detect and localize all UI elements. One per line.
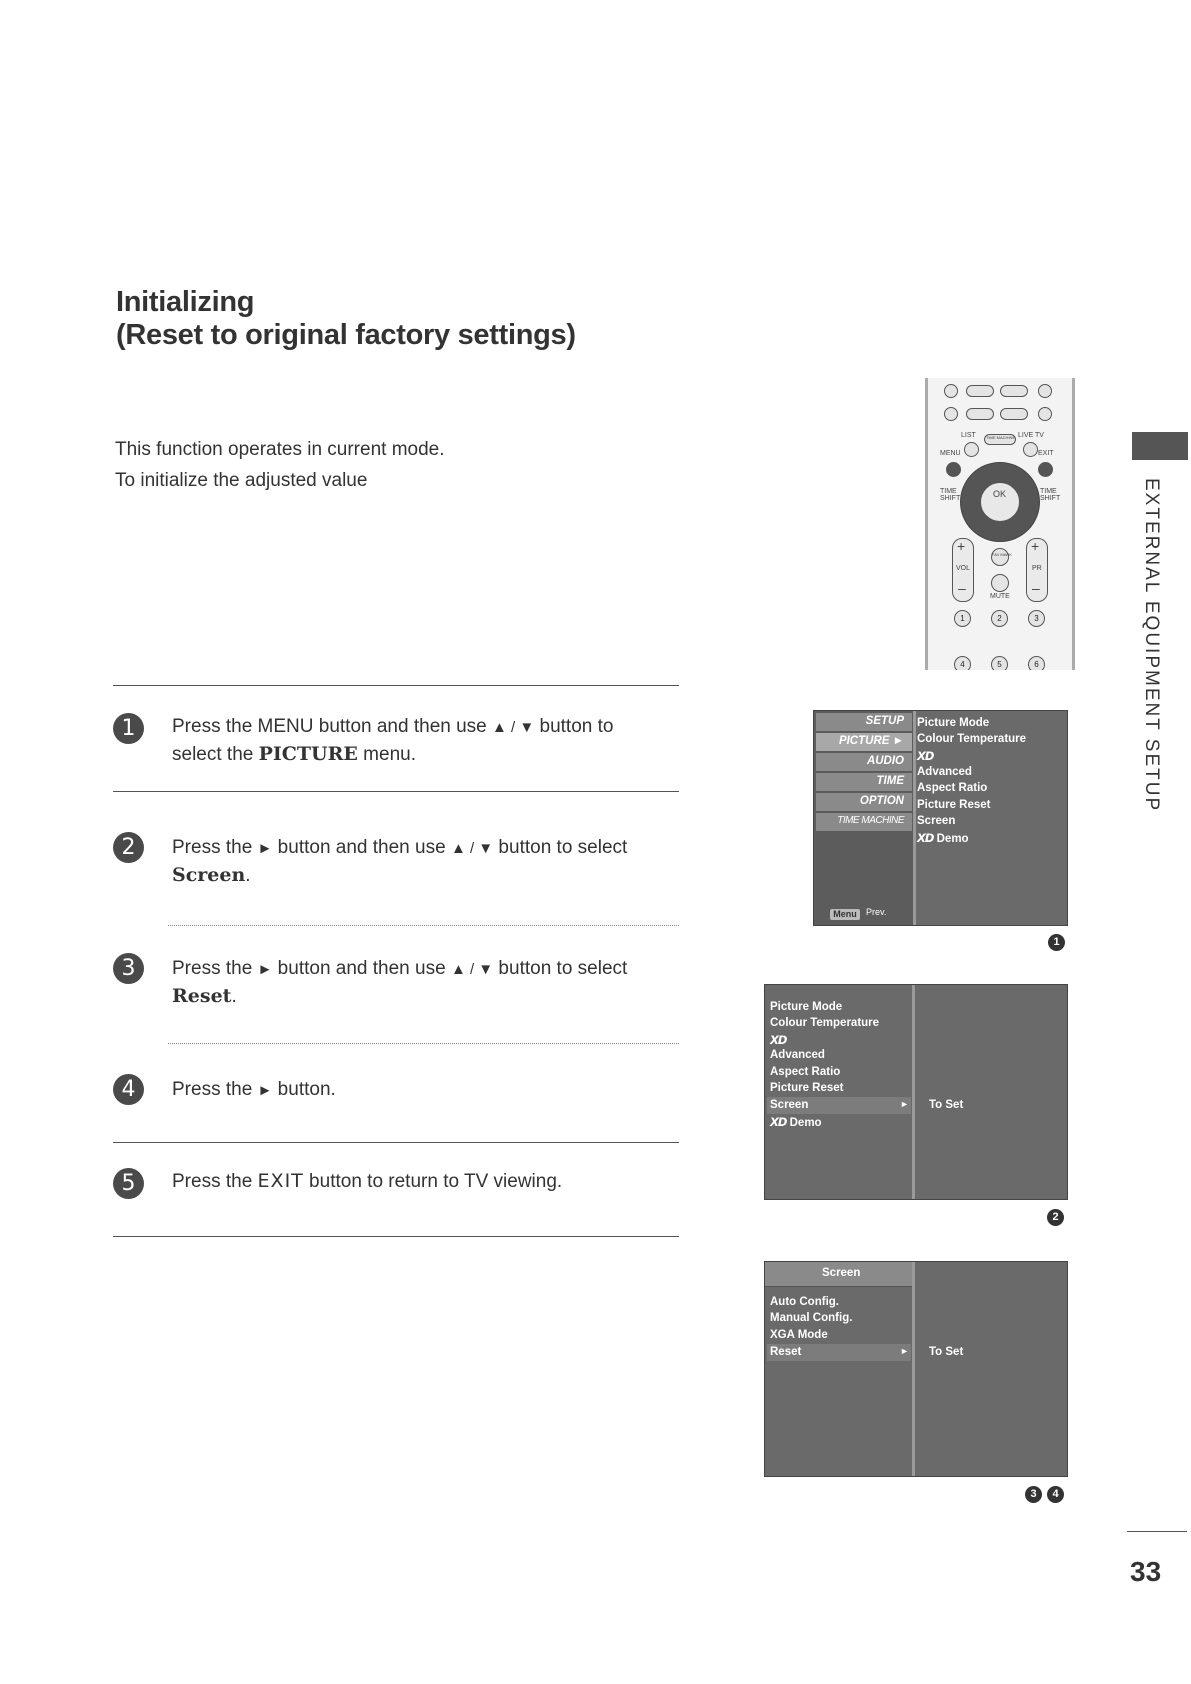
step-3-end: .	[231, 986, 237, 1007]
demo-label: Demo	[936, 833, 969, 845]
to-set-label: To Set	[929, 1346, 964, 1358]
step-1-post: button to	[534, 716, 614, 737]
osd-picture-submenu	[764, 984, 1068, 1200]
exit-button-icon	[1038, 462, 1053, 477]
remote-label-time-machine: TIME MACHINE	[986, 435, 1016, 440]
remote-label-list: LIST	[961, 432, 976, 439]
to-set-label: To Set	[929, 1099, 964, 1111]
volume-minus-label: –	[958, 580, 966, 596]
remote-label-menu: MENU	[940, 450, 961, 457]
step-4-text	[172, 1076, 336, 1104]
page-number: 33	[1130, 1556, 1162, 1587]
osd-screen-submenu	[764, 1261, 1068, 1477]
skip-forward-button-icon	[1038, 407, 1052, 421]
step-4-pre: Press the	[172, 1079, 258, 1100]
remote-label-exit: EXIT	[1038, 450, 1054, 457]
step-2-post: button to select	[493, 837, 628, 858]
title-line-2: (Reset to original factory settings)	[116, 319, 576, 351]
volume-plus-label: +	[957, 538, 966, 554]
osd-menu-item-time-machine[interactable]	[816, 813, 912, 832]
osd-menu-label: PICTURE ►	[838, 735, 904, 747]
step-2-mid: button and then use	[272, 837, 451, 858]
step-4-number: 4	[113, 1074, 144, 1105]
menu-button-icon	[946, 462, 961, 477]
step-5-pre: Press the	[172, 1171, 258, 1192]
dotted-divider	[168, 925, 679, 926]
title-line-1: Initializing	[116, 286, 255, 318]
live-tv-button-icon	[1023, 442, 1038, 457]
osd-item-manual-config[interactable]: Manual Config.	[770, 1312, 853, 1324]
intro-line-1: This function operates in current mode.	[115, 439, 445, 460]
osd-separator	[912, 1262, 915, 1476]
osd-item-screen[interactable]: Screen	[917, 815, 956, 827]
step-5-text	[172, 1168, 562, 1195]
osd-item-auto-config[interactable]: Auto Config.	[770, 1296, 839, 1308]
osd-menu-label: TIME	[876, 775, 904, 787]
step-4-post: button.	[272, 1079, 336, 1100]
osd-item-picture-mode[interactable]: Picture Mode	[917, 717, 990, 729]
programme-minus-label: –	[1032, 580, 1040, 596]
rewind-button-icon	[966, 408, 994, 420]
osd-menu-label: TIME MACHINE	[837, 815, 904, 826]
remote-label-time-shift-left: TIME SHIFT	[940, 488, 961, 502]
osd-item-aspect-ratio[interactable]: Aspect Ratio	[770, 1066, 841, 1078]
up-down-arrows-icon: ▲ / ▼	[450, 961, 494, 978]
step-5-number: 5	[113, 1168, 144, 1199]
step-1-text	[172, 713, 613, 768]
osd-menu-item-setup[interactable]	[816, 713, 912, 732]
osd-item-picture-mode[interactable]: Picture Mode	[770, 1001, 843, 1013]
osd-header-title: Screen	[822, 1267, 861, 1279]
osd-menu-label: AUDIO	[866, 755, 904, 767]
divider	[113, 1142, 679, 1143]
number-key-6: 6	[1028, 656, 1045, 670]
step-1-bold: PICTURE	[258, 743, 358, 765]
remote-label-fav: FAV MARK	[992, 552, 1012, 557]
remote-label-mute: MUTE	[990, 593, 1010, 600]
remote-label-time-shift-right: TIME SHIFT	[1040, 488, 1061, 502]
osd-item-screen[interactable]: Screen	[770, 1099, 809, 1111]
programme-plus-label: +	[1031, 538, 1040, 554]
section-tab-label: EXTERNAL EQUIPMENT SETUP	[1141, 478, 1162, 813]
divider	[113, 685, 679, 686]
page-number-rule	[1127, 1531, 1187, 1532]
osd-menu-item-option[interactable]	[816, 793, 912, 812]
number-key-1: 1	[954, 610, 971, 627]
xd-logo: XD	[917, 831, 934, 845]
osd-item-aspect-ratio[interactable]: Aspect Ratio	[917, 782, 988, 794]
osd-menu-label: OPTION	[859, 795, 904, 807]
osd-item-advanced[interactable]: Advanced	[917, 766, 972, 778]
figure-badge-3: 3	[1025, 1486, 1042, 1503]
number-key-4: 4	[954, 656, 971, 670]
osd-item-xd[interactable]: XD	[770, 1033, 787, 1047]
step-1-line2-post: menu.	[357, 744, 416, 765]
osd-picture-menu	[813, 710, 1068, 926]
step-5-post: button to return to TV viewing.	[303, 1171, 563, 1192]
step-3-number: 3	[113, 953, 144, 984]
figure-badge-2: 2	[1047, 1209, 1064, 1226]
step-3-bold: Reset	[172, 985, 232, 1007]
osd-menu-item-audio[interactable]	[816, 753, 912, 772]
step-2-bold: Screen	[172, 864, 246, 886]
number-key-3: 3	[1028, 610, 1045, 627]
osd-item-picture-reset[interactable]: Picture Reset	[917, 799, 991, 811]
menu-key-badge: Menu	[830, 909, 860, 920]
number-key-5: 5	[991, 656, 1008, 670]
step-5-bold: EXIT	[257, 1170, 304, 1192]
divider	[113, 791, 679, 792]
osd-item-reset[interactable]: Reset	[770, 1346, 802, 1358]
divider	[113, 1236, 679, 1237]
remote-label-vol: VOL	[956, 565, 971, 572]
step-1-line2-pre: select the	[172, 744, 259, 765]
remote-label-live-tv: LIVE TV	[1018, 432, 1044, 439]
osd-menu-label: SETUP	[865, 715, 904, 727]
right-arrow-icon: ►	[257, 961, 273, 978]
forward-button-icon	[1000, 408, 1028, 420]
osd-separator	[913, 711, 916, 925]
pause-button-icon	[1000, 385, 1028, 397]
step-1-number: 1	[113, 713, 144, 744]
play-button-icon	[966, 385, 994, 397]
section-tab-marker	[1132, 432, 1188, 460]
step-2-number: 2	[113, 832, 144, 863]
step-2-text	[172, 834, 627, 889]
ok-button-icon	[980, 482, 1020, 522]
osd-menu-item-time[interactable]	[816, 773, 912, 792]
step-3-pre: Press the	[172, 958, 258, 979]
right-arrow-icon: ►	[257, 1082, 273, 1099]
osd-item-xd[interactable]: XD	[917, 749, 934, 763]
up-down-arrows-icon: ▲ / ▼	[492, 719, 535, 736]
intro-line-2: To initialize the adjusted value	[115, 470, 368, 491]
step-1-pre: Press the MENU button and then use	[172, 716, 493, 737]
fav-button-icon	[991, 548, 1012, 566]
step-3-text	[172, 955, 627, 1010]
list-button-icon	[964, 442, 979, 457]
osd-item-colour-temperature[interactable]: Colour Temperature	[917, 733, 1027, 745]
osd-separator	[912, 985, 915, 1199]
step-2-pre: Press the	[172, 837, 258, 858]
record-button-icon	[1038, 384, 1052, 398]
number-key-2: 2	[991, 610, 1008, 627]
figure-badge-4: 4	[1047, 1486, 1064, 1503]
skip-back-button-icon	[944, 407, 958, 421]
right-arrow-icon: ►	[900, 1346, 909, 1356]
intro-text	[115, 434, 445, 496]
remote-control-illustration	[925, 378, 1075, 670]
step-3-mid: button and then use	[272, 958, 451, 979]
figure-badge-1: 1	[1048, 934, 1065, 951]
osd-item-advanced[interactable]: Advanced	[770, 1049, 825, 1061]
remote-label-pr: PR	[1032, 565, 1042, 572]
osd-item-colour-temperature[interactable]: Colour Temperature	[770, 1017, 880, 1029]
up-down-arrows-icon: ▲ / ▼	[450, 840, 494, 857]
remote-label-ok: OK	[993, 489, 1007, 499]
page-title	[116, 286, 576, 352]
osd-item-xga-mode[interactable]: XGA Mode	[770, 1329, 828, 1341]
right-arrow-icon: ►	[257, 840, 273, 857]
xd-logo: XD	[770, 1115, 787, 1129]
osd-item-xd-demo[interactable]	[770, 1115, 822, 1129]
demo-label: Demo	[789, 1117, 822, 1129]
prev-label: Prev.	[866, 907, 887, 917]
osd-item-picture-reset[interactable]: Picture Reset	[770, 1082, 844, 1094]
step-3-post: button to select	[493, 958, 628, 979]
stop-button-icon	[944, 384, 958, 398]
osd-item-xd-demo[interactable]	[917, 831, 969, 845]
dotted-divider	[168, 1043, 679, 1044]
right-arrow-icon: ►	[900, 1099, 909, 1109]
osd-menu-item-picture[interactable]	[816, 733, 912, 752]
mute-button-icon	[991, 574, 1009, 592]
step-2-end: .	[245, 865, 251, 886]
